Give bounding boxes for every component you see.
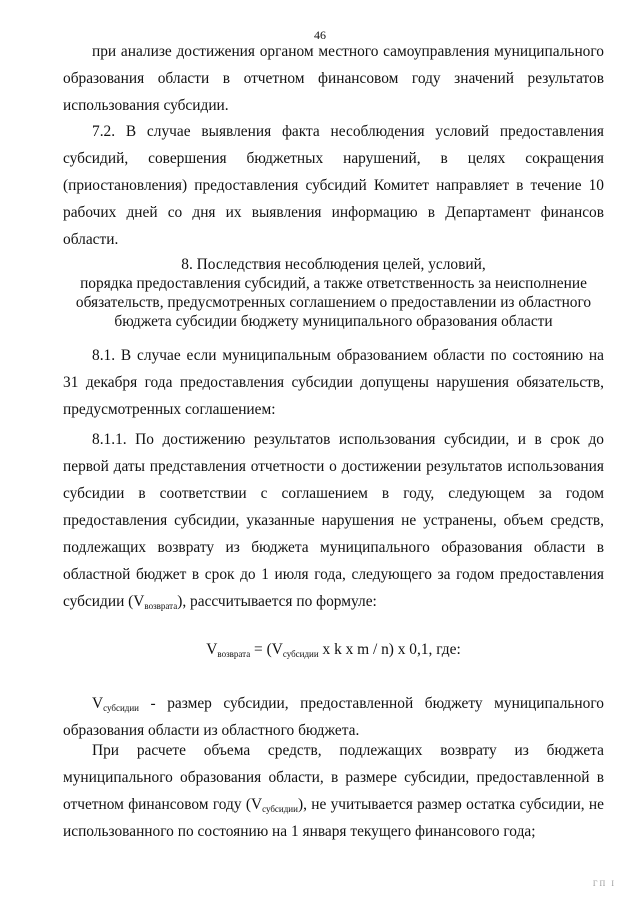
v-return-subscript: возврата xyxy=(144,601,178,611)
formula-rhs: x k x m / n) x 0,1, где: xyxy=(318,641,461,658)
paragraph-7-2: 7.2. В случае выявления факта несоблюдения условий предоставления субсидий, совершения бюджетных нарушений, в целях сокращения (приостановления) предоставления субсидий Комитет направляет в течение 10 рабочих дней со дня их выявления информацию в Департамент финансов области. xyxy=(63,123,604,248)
v-subsidy-subscript-2: субсидии xyxy=(262,804,298,814)
paragraph-6-block xyxy=(63,737,604,845)
paragraph-v-subsidy-definition xyxy=(63,690,604,744)
calculation-note-tail: ), не учитывается размер остатка субсидии, не использованного по состоянию на 1 января текущего финансового года; xyxy=(63,796,604,840)
heading-line-4: бюджета субсидии бюджету муниципального образования области xyxy=(114,313,553,330)
paragraph-8-1: 8.1. В случае если муниципальным образованием области по состоянию на 31 декабря года предоставления субсидии допущены нарушения обязательств, предусмотренных соглашением: xyxy=(63,347,604,418)
paragraph-1-block xyxy=(63,38,604,119)
formula-block xyxy=(63,636,604,663)
formula-mid: = (V xyxy=(250,641,283,658)
heading-line-2: порядка предоставления субсидий, а также ответственность за неисполнение xyxy=(80,275,587,292)
paragraph-5-block xyxy=(63,690,604,744)
page-number: 46 xyxy=(314,28,326,42)
section-heading xyxy=(63,255,604,331)
heading-line-3: обязательств, предусмотренных соглашением о предоставлении из областного xyxy=(75,294,592,311)
formula xyxy=(63,636,604,663)
calculation-note-text: При расчете объема средств, подлежащих возврату из бюджета муниципального образования области, в размере субсидии, предоставленной в отчетном финансовом году (V xyxy=(63,742,604,813)
paragraph-4-block xyxy=(63,426,604,615)
paragraph-calculation-note xyxy=(63,737,604,845)
definition-text: - размер субсидии, предоставленной бюджету муниципального образования области из областного бюджета. xyxy=(63,695,604,739)
formula-lhs-subscript: возврата xyxy=(217,649,251,659)
paragraph-8-1-1-text: 8.1.1. По достижению результатов использования субсидии, и в срок до первой даты представления отчетности о достижении результатов использования субсидии в соответствии с соглашением в году, следующем за годом предоставления субсидии, указанные нарушения не устранены, объем средств, подлежащих возврату из бюджета муниципального образования области в областной бюджет в срок до 1 июля года, следующего за годом предоставления субсидии (V xyxy=(63,431,604,610)
heading-line-1: 8. Последствия несоблюдения целей, условий, xyxy=(181,256,486,273)
footer-mark: ГП I xyxy=(592,879,616,888)
formula-lhs: V xyxy=(206,641,218,658)
paragraph-3-block xyxy=(63,342,604,423)
formula-mid-subscript: субсидии xyxy=(282,649,319,659)
v-subsidy-subscript: субсидии xyxy=(103,703,139,713)
paragraph-8-1-1 xyxy=(63,426,604,615)
paragraph-8-1-1-tail: ), рассчитывается по формуле: xyxy=(177,593,377,610)
v-symbol: V xyxy=(92,695,104,712)
paragraph-2-block xyxy=(63,118,604,253)
paragraph-1: при анализе достижения органом местного самоуправления муниципального образования области в отчетном финансовом году значений результатов использования субсидии. xyxy=(63,43,604,114)
